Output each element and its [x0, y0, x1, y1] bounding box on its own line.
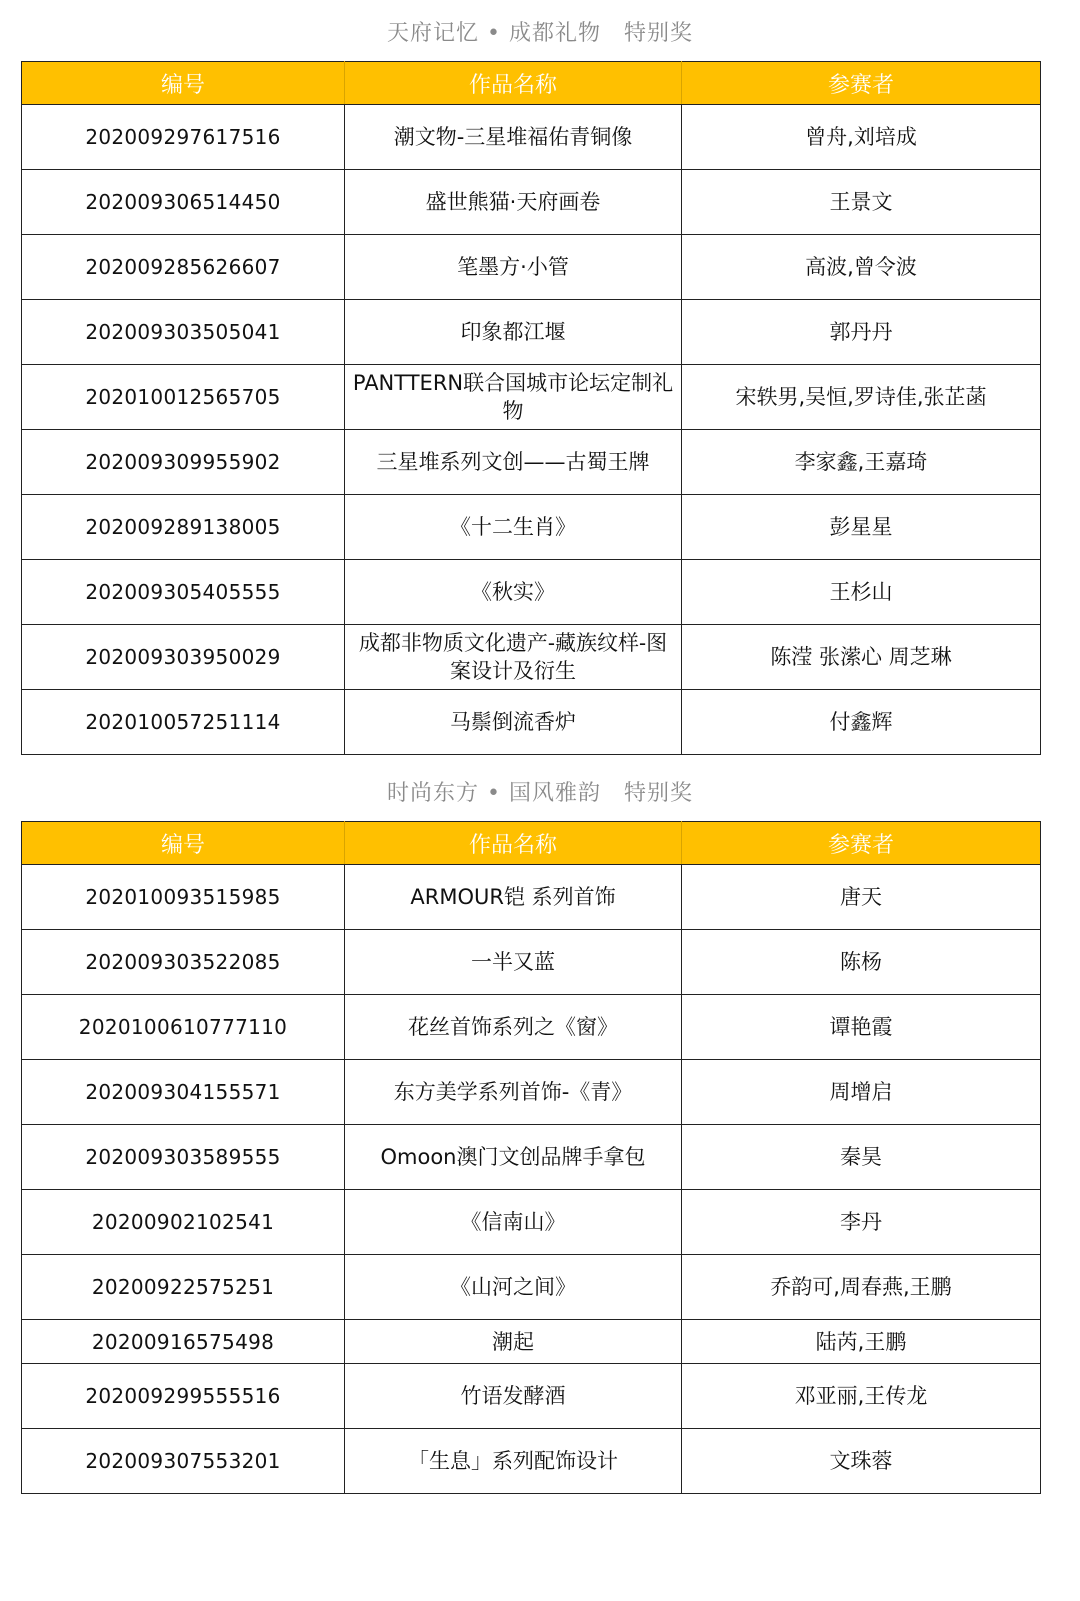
- work-name: 《秋实》: [345, 560, 682, 625]
- entry-code: 202009309955902: [22, 430, 345, 495]
- entrant-names: 曾舟,刘培成: [682, 105, 1041, 170]
- award-table-2: [21, 821, 1041, 1494]
- section-title-1: 天府记忆 • 成都礼物 特别奖: [387, 21, 693, 46]
- table-row: [22, 865, 1041, 930]
- entrant-names: 彭星星: [682, 495, 1041, 560]
- award-table-1: [21, 61, 1041, 755]
- entry-code: 202009307553201: [22, 1429, 345, 1494]
- work-name: 《山河之间》: [345, 1255, 682, 1320]
- entry-code: 202009303522085: [22, 930, 345, 995]
- entry-code: 202009297617516: [22, 105, 345, 170]
- entry-code: 202009289138005: [22, 495, 345, 560]
- table-row: [22, 170, 1041, 235]
- table-header-row: [22, 62, 1041, 105]
- entry-code: 202009303950029: [22, 625, 345, 690]
- entry-code: 202009299555516: [22, 1364, 345, 1429]
- table-row: [22, 690, 1041, 755]
- entrant-names: 王杉山: [682, 560, 1041, 625]
- table-row: [22, 1125, 1041, 1190]
- table-row: [22, 625, 1041, 690]
- column-header-code: 编号: [22, 62, 345, 105]
- work-name: 潮起: [345, 1320, 682, 1364]
- entry-code: 202009285626607: [22, 235, 345, 300]
- work-name: 印象都江堰: [345, 300, 682, 365]
- table-row: [22, 1364, 1041, 1429]
- entry-code: 202010057251114: [22, 690, 345, 755]
- entrant-names: 陆芮,王鹏: [682, 1320, 1041, 1364]
- entry-code: 202010012565705: [22, 365, 345, 430]
- work-name: Omoon澳门文创品牌手拿包: [345, 1125, 682, 1190]
- entry-code: 202009303505041: [22, 300, 345, 365]
- table-row: [22, 235, 1041, 300]
- entrant-names: 郭丹丹: [682, 300, 1041, 365]
- entrant-names: 李家鑫,王嘉琦: [682, 430, 1041, 495]
- entrant-names: 邓亚丽,王传龙: [682, 1364, 1041, 1429]
- entry-code: 2020100610777110: [22, 995, 345, 1060]
- work-name: 花丝首饰系列之《窗》: [345, 995, 682, 1060]
- table-header-row: [22, 822, 1041, 865]
- table-row: [22, 105, 1041, 170]
- work-name: 「生息」系列配饰设计: [345, 1429, 682, 1494]
- work-name: 《信南山》: [345, 1190, 682, 1255]
- entrant-names: 唐天: [682, 865, 1041, 930]
- section-title-2: 时尚东方 • 国风雅韵 特别奖: [387, 781, 693, 806]
- entrant-names: 陈杨: [682, 930, 1041, 995]
- entrant-names: 付鑫辉: [682, 690, 1041, 755]
- entry-code: 20200916575498: [22, 1320, 345, 1364]
- work-name: 潮文物-三星堆福佑青铜像: [345, 105, 682, 170]
- work-name: 一半又蓝: [345, 930, 682, 995]
- entry-code: 202009306514450: [22, 170, 345, 235]
- entrant-names: 文珠蓉: [682, 1429, 1041, 1494]
- entrant-names: 李丹: [682, 1190, 1041, 1255]
- work-name: 三星堆系列文创——古蜀王牌: [345, 430, 682, 495]
- work-name: 《十二生肖》: [345, 495, 682, 560]
- table-row: [22, 1255, 1041, 1320]
- work-name: ARMOUR铠 系列首饰: [345, 865, 682, 930]
- table-row: [22, 300, 1041, 365]
- entrant-names: 宋轶男,吴恒,罗诗佳,张芷菡: [682, 365, 1041, 430]
- table-row: [22, 1190, 1041, 1255]
- column-header-code: 编号: [22, 822, 345, 865]
- entrant-names: 王景文: [682, 170, 1041, 235]
- table-row: [22, 1060, 1041, 1125]
- entry-code: 202009304155571: [22, 1060, 345, 1125]
- entry-code: 202010093515985: [22, 865, 345, 930]
- entry-code: 202009305405555: [22, 560, 345, 625]
- column-header-work: 作品名称: [345, 62, 682, 105]
- column-header-work: 作品名称: [345, 822, 682, 865]
- table-row: [22, 430, 1041, 495]
- table-row: [22, 495, 1041, 560]
- table-row: [22, 995, 1041, 1060]
- entrant-names: 乔韵可,周春燕,王鹏: [682, 1255, 1041, 1320]
- column-header-entrant: 参赛者: [682, 62, 1041, 105]
- entry-code: 20200922575251: [22, 1255, 345, 1320]
- table-row: [22, 560, 1041, 625]
- table-row: [22, 930, 1041, 995]
- entrant-names: 谭艳霞: [682, 995, 1041, 1060]
- table-row: [22, 365, 1041, 430]
- table-row: [22, 1320, 1041, 1364]
- table-row: [22, 1429, 1041, 1494]
- work-name: PANTTERN联合国城市论坛定制礼物: [345, 365, 682, 430]
- entry-code: 202009303589555: [22, 1125, 345, 1190]
- entrant-names: 高波,曾令波: [682, 235, 1041, 300]
- work-name: 马鬃倒流香炉: [345, 690, 682, 755]
- work-name: 竹语发酵酒: [345, 1364, 682, 1429]
- entry-code: 20200902102541: [22, 1190, 345, 1255]
- entrant-names: 秦昊: [682, 1125, 1041, 1190]
- work-name: 笔墨方·小管: [345, 235, 682, 300]
- work-name: 东方美学系列首饰-《青》: [345, 1060, 682, 1125]
- entrant-names: 陈滢 张潆心 周芝琳: [682, 625, 1041, 690]
- work-name: 成都非物质文化遗产-藏族纹样-图案设计及衍生: [345, 625, 682, 690]
- work-name: 盛世熊猫·天府画卷: [345, 170, 682, 235]
- column-header-entrant: 参赛者: [682, 822, 1041, 865]
- entrant-names: 周增启: [682, 1060, 1041, 1125]
